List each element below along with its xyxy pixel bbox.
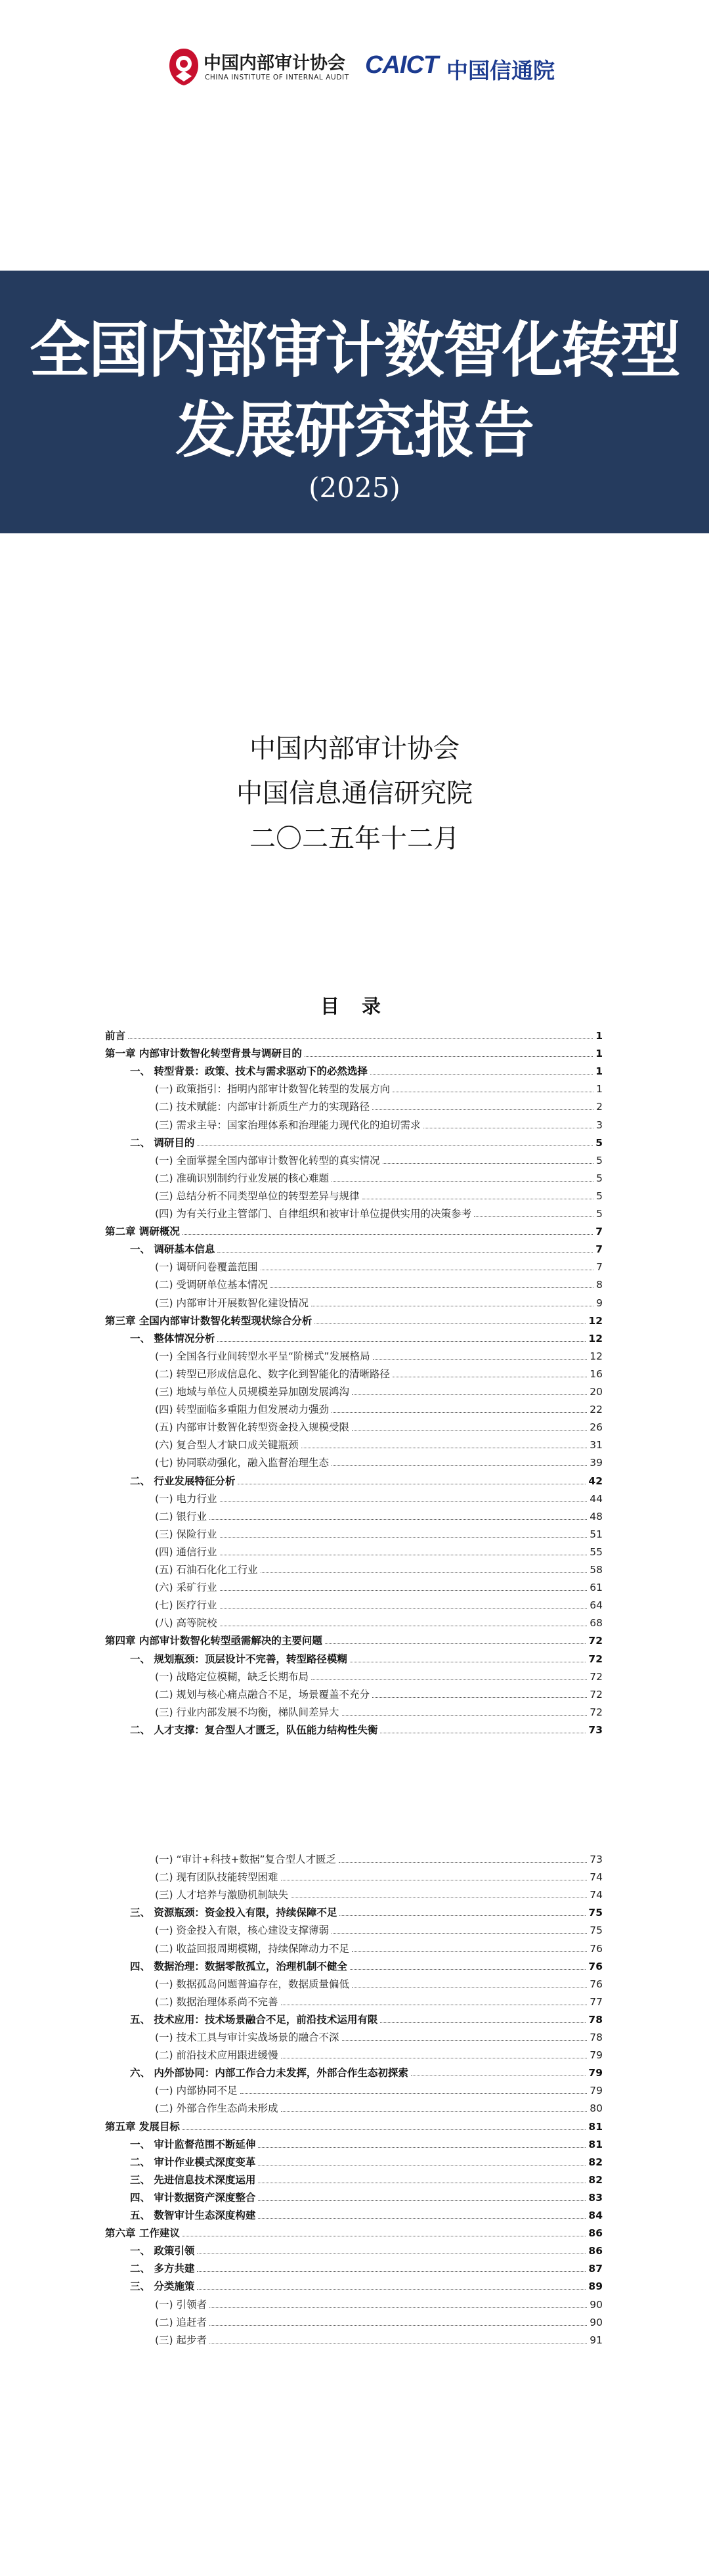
toc-leader-dots <box>197 2253 586 2254</box>
toc-entry[interactable] <box>130 2242 603 2257</box>
toc-entry-title: (二) 规划与核心痛点融合不足，场景覆盖不充分 <box>155 1688 370 1700</box>
toc-entry-title: 三、 先进信息技术深度运用 <box>130 2173 256 2186</box>
toc-entry[interactable] <box>105 1632 603 1647</box>
toc-entry[interactable] <box>155 1454 603 1469</box>
toc-entry-title: (三) 行业内部发展不均衡，梯队间差异大 <box>155 1706 339 1718</box>
toc-leader-dots <box>383 1163 594 1164</box>
toc-entry[interactable] <box>155 1886 603 1901</box>
toc-page-number: 1 <box>595 1048 603 1060</box>
toc-leader-dots <box>258 2217 586 2219</box>
toc-page-number: 89 <box>588 2280 603 2293</box>
toc-leader-dots <box>380 1732 586 1733</box>
toc-leader-dots <box>339 1861 587 1863</box>
toc-entry-title: (一) 资金投入有限，核心建设支撑薄弱 <box>155 1924 330 1937</box>
toc-page-number: 12 <box>590 1350 603 1362</box>
toc-entry[interactable] <box>105 1027 603 1042</box>
toc-entry-title: (二) 技术赋能：内部审计新质生产力的实现路径 <box>155 1101 370 1113</box>
toc-page-number: 79 <box>588 2067 603 2079</box>
toc-entry-title: 第三章 全国内部审计数智化转型现状综合分析 <box>105 1314 312 1327</box>
toc-leader-dots <box>342 2039 588 2041</box>
toc-leader-dots <box>301 1447 588 1448</box>
toc-entry[interactable] <box>155 1383 603 1398</box>
toc-entry[interactable] <box>155 1080 603 1096</box>
toc-page-number: 55 <box>590 1545 603 1558</box>
toc-page-number: 8 <box>596 1279 603 1291</box>
toc-entry[interactable] <box>155 2099 603 2115</box>
toc-entry[interactable] <box>105 1312 603 1327</box>
toc-entry-title: (二) 外部合作生态尚未形成 <box>155 2102 278 2115</box>
toc-leader-dots <box>258 2164 586 2165</box>
toc-page-number: 22 <box>590 1404 603 1416</box>
toc-leader-dots <box>240 2093 588 2094</box>
toc-leader-dots <box>220 1625 588 1626</box>
toc-entry[interactable] <box>130 1240 603 1256</box>
toc-page-number: 20 <box>590 1386 603 1398</box>
toc-entry-title: (二) 前沿技术应用跟进缓慢 <box>155 2049 278 2062</box>
toc-entry[interactable] <box>130 2153 603 2169</box>
toc-page-number: 73 <box>588 1723 603 1736</box>
toc-page-number: 61 <box>590 1582 603 1594</box>
toc-entry[interactable] <box>155 1596 603 1612</box>
toc-leader-dots <box>209 1519 587 1520</box>
toc-heading: 目 录 <box>320 995 389 1017</box>
toc-entry[interactable] <box>155 1868 603 1884</box>
toc-leader-dots <box>281 2004 588 2005</box>
toc-page-number: 1 <box>595 1030 603 1042</box>
toc-entry-title: (一) 电力行业 <box>155 1492 217 1505</box>
toc-entry-title: (一) 引领者 <box>155 2298 207 2311</box>
toc-entry-title: 前言 <box>105 1030 126 1042</box>
toc-leader-dots <box>370 1073 593 1075</box>
toc-leader-dots <box>393 1376 587 1377</box>
toc-page-number: 81 <box>588 2138 603 2150</box>
toc-entry-title: 一、 审计监督范围不断延伸 <box>130 2138 256 2150</box>
toc-page-number: 82 <box>588 2156 603 2168</box>
iia-logo <box>164 41 361 93</box>
toc-page-number: 5 <box>595 1136 603 1149</box>
toc-entry-title: 四、 数据治理：数据零散孤立，治理机制不健全 <box>130 1960 347 1972</box>
toc-entry-title: (二) 受调研单位基本情况 <box>155 1279 269 1291</box>
toc-leader-dots <box>332 1932 587 1934</box>
toc-entry[interactable] <box>130 2064 603 2079</box>
toc-entry-title: 一、 调研基本信息 <box>130 1243 215 1256</box>
toc-entry[interactable] <box>130 1329 603 1345</box>
report-title-line2: 发展研究报告 <box>175 395 534 466</box>
toc-page-number: 2 <box>596 1101 603 1113</box>
toc-entry-title: (八) 高等院校 <box>155 1617 217 1630</box>
toc-entry-title: (一) 内部协同不足 <box>155 2085 238 2097</box>
toc-entry[interactable] <box>155 1205 603 1220</box>
toc-page-number: 5 <box>596 1189 603 1202</box>
toc-entry[interactable] <box>130 1903 603 1919</box>
toc-entry-title: 四、 审计数据资产深度整合 <box>130 2191 256 2204</box>
toc-entry[interactable] <box>155 1098 603 1113</box>
toc-page-number: 83 <box>588 2191 603 2204</box>
toc-entry-title: (一) 技术工具与审计实战场景的融合不深 <box>155 2032 339 2043</box>
toc-leader-dots <box>220 1589 588 1591</box>
toc-entry-title: (二) 收益回报周期模糊，持续保障动力不足 <box>155 1942 350 1955</box>
toc-entry[interactable] <box>155 1436 603 1452</box>
toc-entry-title: (二) 追赶者 <box>155 2316 207 2328</box>
toc-entry-title: (一) 调研问卷覆盖范围 <box>155 1261 258 1274</box>
toc-leader-dots <box>352 1951 587 1952</box>
toc-entry-title: 一、 转型背景：政策、技术与需求驱动下的必然选择 <box>130 1065 368 1078</box>
toc-entry-title: 第一章 内部审计数智化转型背景与调研目的 <box>105 1048 302 1060</box>
toc-entry[interactable] <box>155 1561 603 1576</box>
toc-leader-dots <box>373 1358 588 1360</box>
toc-leader-dots <box>311 1305 593 1306</box>
toc-entry-title: 二、 人才支撑：复合型人才匮乏，队伍能力结构性失衡 <box>130 1723 378 1736</box>
toc-entry-title: (一) 全面掌握全国内部审计数智化转型的真实情况 <box>155 1154 380 1166</box>
toc-page-number: 31 <box>590 1439 603 1452</box>
toc-entry-title: 一、 规划瓶颈：顶层设计不完善，转型路径模糊 <box>130 1653 347 1665</box>
toc-leader-dots <box>128 1038 593 1039</box>
toc-page-number: 78 <box>590 2032 603 2043</box>
toc-entry[interactable] <box>130 1957 603 1973</box>
toc-entry-title: 第六章 工作建议 <box>105 2227 180 2240</box>
toc-page-number: 5 <box>596 1172 603 1184</box>
toc-page-number: 68 <box>590 1617 603 1630</box>
report-year: (2025) <box>309 472 400 504</box>
toc-leader-dots <box>372 1697 587 1698</box>
toc-page-number: 12 <box>588 1314 603 1327</box>
toc-page-number: 77 <box>590 1995 603 2008</box>
toc-entry[interactable] <box>155 1294 603 1310</box>
toc-entry[interactable] <box>155 1614 603 1630</box>
caict-logo <box>365 49 575 88</box>
toc-entry[interactable] <box>155 1578 603 1594</box>
toc-entry-title: 二、 行业发展特征分析 <box>130 1475 236 1487</box>
toc-leader-dots <box>423 1127 594 1128</box>
toc-entry[interactable] <box>155 1400 603 1416</box>
toc-entry[interactable] <box>130 2010 603 2026</box>
toc-entry-title: 第二章 调研概况 <box>105 1226 180 1238</box>
toc-leader-dots <box>325 1643 586 1644</box>
toc-entry-title: 二、 审计作业模式深度变革 <box>130 2156 256 2168</box>
toc-page-number: 74 <box>590 1871 603 1884</box>
toc-entry-title: 二、 调研目的 <box>130 1136 195 1149</box>
toc-leader-dots <box>339 1915 586 1916</box>
toc-entry[interactable] <box>155 1507 603 1523</box>
toc-page-number: 81 <box>588 2120 603 2133</box>
iia-name-cn: 中国内部审计协会 <box>204 53 345 74</box>
toc-leader-dots <box>350 1661 586 1662</box>
toc-entry-title: (三) 总结分析不同类型单位的转型差异与规律 <box>155 1189 360 1202</box>
toc-entry[interactable] <box>155 1169 603 1185</box>
toc-leader-dots <box>261 1269 594 1270</box>
toc-entry[interactable] <box>155 1365 603 1381</box>
toc-leader-dots <box>291 1897 587 1898</box>
toc-entry[interactable] <box>130 2259 603 2275</box>
toc-page-number: 3 <box>596 1119 603 1131</box>
toc-leader-dots <box>332 1411 587 1413</box>
toc-page-number: 72 <box>588 1653 603 1665</box>
toc-entry-title: (一) 战略定位模糊，缺乏长期布局 <box>155 1670 309 1683</box>
toc-page-number: 5 <box>596 1208 603 1220</box>
toc-leader-dots <box>217 1251 593 1253</box>
toc-entry-title: 一、 政策引领 <box>130 2245 195 2257</box>
toc-page-number: 79 <box>590 2085 603 2097</box>
toc-entry-title: (三) 保险行业 <box>155 1528 217 1540</box>
toc-page-number: 7 <box>595 1226 603 1238</box>
toc-entry-title: (二) 银行业 <box>155 1510 207 1522</box>
toc-entry-title: (三) 地域与单位人员规模差异加剧发展鸿沟 <box>155 1386 350 1398</box>
toc-entry[interactable] <box>155 1276 603 1291</box>
toc-leader-dots <box>350 1968 586 1970</box>
toc-entry-title: (三) 起步者 <box>155 2334 207 2346</box>
toc-entry[interactable] <box>155 1116 603 1132</box>
toc-page-number: 16 <box>590 1367 603 1380</box>
toc-entry[interactable] <box>130 2277 603 2293</box>
title-banner <box>0 271 709 533</box>
toc-entry-title: (二) 现有团队技能转型困难 <box>155 1871 278 1884</box>
toc-entry[interactable] <box>105 2118 603 2133</box>
toc-leader-dots <box>183 2235 586 2236</box>
toc-entry[interactable] <box>155 1151 603 1167</box>
toc-page-number: 7 <box>596 1261 603 1274</box>
toc-page-number: 87 <box>588 2263 603 2275</box>
toc-entry-title: 六、 内外部协同：内部工作合力未发挥，外部合作生态初探索 <box>130 2067 408 2079</box>
toc-leader-dots <box>411 2075 586 2076</box>
toc-entry[interactable] <box>155 2028 603 2044</box>
toc-entry-title: (七) 协同联动强化，融入监督治理生态 <box>155 1457 330 1469</box>
toc-entry-title: 第五章 发展目标 <box>105 2120 180 2133</box>
toc-page-number: 5 <box>596 1154 603 1166</box>
toc-entry[interactable] <box>155 1940 603 1955</box>
toc-entry[interactable] <box>130 1650 603 1666</box>
toc-page-number: 84 <box>588 2210 603 2221</box>
toc-leader-dots <box>352 1394 587 1395</box>
toc-page-number: 90 <box>590 2316 603 2328</box>
toc-leader-dots <box>197 1145 593 1146</box>
toc-leader-dots <box>209 2342 587 2343</box>
toc-leader-dots <box>332 1180 593 1182</box>
toc-entry-title: (五) 石油石化化工行业 <box>155 1564 258 1576</box>
toc-leader-dots <box>261 1572 588 1573</box>
toc-page-number: 86 <box>588 2227 603 2240</box>
toc-entry-title: (三) 内部审计开展数智化建设情况 <box>155 1297 309 1309</box>
toc-page-number: 72 <box>588 1635 603 1647</box>
toc-entry-title: (一) “审计+科技+数据”复合型人才匮乏 <box>155 1854 337 1865</box>
toc-page-number: 72 <box>590 1688 603 1700</box>
toc-page-number: 76 <box>590 1978 603 1990</box>
toc-leader-dots <box>217 1341 586 1342</box>
toc-entry-title: (一) 数据孤岛问题普遍存在，数据质量偏低 <box>155 1978 350 1990</box>
toc-entry-title: 二、 多方共建 <box>130 2263 195 2275</box>
toc-entry[interactable] <box>155 2331 603 2347</box>
toc-entry[interactable] <box>155 1347 603 1363</box>
toc-page-number: 39 <box>590 1457 603 1469</box>
toc-page-number: 86 <box>588 2245 603 2257</box>
toc-page-number: 74 <box>590 1889 603 1901</box>
toc-page-number: 64 <box>590 1599 603 1612</box>
header-logos <box>0 41 709 93</box>
report-title-line1: 全国内部审计数智化转型 <box>29 315 679 386</box>
toc-page-number: 75 <box>590 1924 603 1937</box>
toc-entry[interactable] <box>130 2135 603 2151</box>
toc-leader-dots <box>258 2146 586 2148</box>
toc-entry-title: 一、 整体情况分析 <box>130 1332 215 1344</box>
toc-leader-dots <box>209 2307 587 2308</box>
toc-entry-title: (六) 复合型人才缺口成关键瓶颈 <box>155 1439 299 1452</box>
toc-entry[interactable] <box>155 1418 603 1434</box>
toc-entry[interactable] <box>155 1703 603 1719</box>
toc-page-number: 9 <box>596 1297 603 1309</box>
toc-leader-dots <box>238 1483 586 1484</box>
toc-leader-dots <box>352 1986 587 1988</box>
toc-entry[interactable] <box>105 1044 603 1060</box>
toc-leader-dots <box>258 2200 586 2201</box>
toc-leader-dots <box>281 1879 588 1880</box>
toc-entry[interactable] <box>155 1921 603 1937</box>
toc-entry[interactable] <box>105 1222 603 1238</box>
toc-leader-dots <box>220 1607 588 1609</box>
toc-page-number: 1 <box>595 1065 603 1078</box>
toc-entry[interactable] <box>155 1850 603 1866</box>
toc-leader-dots <box>314 1323 586 1324</box>
toc-leader-dots <box>281 2110 588 2112</box>
toc-page-number: 12 <box>588 1332 603 1344</box>
toc-entry[interactable] <box>155 1543 603 1559</box>
toc-leader-dots <box>362 1198 594 1199</box>
toc-leader-dots <box>220 1554 588 1555</box>
toc-page-number: 91 <box>590 2334 603 2346</box>
toc-page-number: 1 <box>596 1083 603 1096</box>
toc-entry-title: (四) 为有关行业主管部门、自律组织和被审计单位提供实用的决策参考 <box>155 1208 472 1220</box>
toc-page-number: 76 <box>588 1960 603 1972</box>
toc-entry[interactable] <box>155 2296 603 2311</box>
toc-leader-dots <box>372 1109 593 1110</box>
toc-entry[interactable] <box>155 1258 603 1274</box>
toc-entry[interactable] <box>155 1993 603 2009</box>
toc-entry-title: (二) 转型已形成信息化、数字化到智能化的清晰路径 <box>155 1367 391 1380</box>
toc-leader-dots <box>183 1233 593 1235</box>
toc-entry-title: (一) 政策指引：指明内部审计数智化转型的发展方向 <box>155 1083 391 1096</box>
toc-entry-title: (七) 医疗行业 <box>155 1599 217 1612</box>
toc-leader-dots <box>393 1091 593 1092</box>
toc-page-number: 58 <box>590 1564 603 1576</box>
caict-abbr: CAICT <box>365 51 439 79</box>
toc-leader-dots <box>258 2182 586 2183</box>
iia-emblem-icon <box>164 46 204 88</box>
toc-page-number: 78 <box>588 2013 603 2026</box>
toc-leader-dots <box>332 1465 587 1466</box>
toc-entry-title: (四) 通信行业 <box>155 1545 217 1558</box>
toc-leader-dots <box>197 2271 586 2272</box>
toc-entry[interactable] <box>155 1668 603 1683</box>
toc-leader-dots <box>281 2057 588 2058</box>
toc-entry[interactable] <box>155 2081 603 2097</box>
toc-entry[interactable] <box>155 1490 603 1505</box>
toc-entry[interactable] <box>130 1062 603 1078</box>
toc-entry-title: 第四章 内部审计数智化转型亟需解决的主要问题 <box>105 1635 322 1647</box>
toc-entry-title: (二) 准确识别制约行业发展的核心难题 <box>155 1172 330 1184</box>
toc-entry[interactable] <box>155 1187 603 1203</box>
toc-entry-title: (三) 人才培养与激励机制缺失 <box>155 1889 289 1901</box>
toc-entry[interactable] <box>155 1525 603 1541</box>
toc-entry[interactable] <box>130 2171 603 2187</box>
toc-entry-title: 五、 数智审计生态深度构建 <box>130 2210 256 2221</box>
toc-leader-dots <box>311 1679 587 1680</box>
toc-entry[interactable] <box>105 2224 603 2240</box>
toc-entry[interactable] <box>130 1134 603 1149</box>
iia-name-en: CHINA INSTITUTE OF INTERNAL AUDIT <box>205 74 349 81</box>
toc-entry[interactable] <box>155 2313 603 2329</box>
toc-entry-title: (一) 全国各行业间转型水平呈“阶梯式”发展格局 <box>155 1350 370 1362</box>
toc-leader-dots <box>220 1501 588 1502</box>
toc-entry-title: 三、 资源瓶颈：资金投入有限，持续保障不足 <box>130 1907 337 1919</box>
toc-entry[interactable] <box>130 1472 603 1488</box>
issuer-org1: 中国内部审计协会 <box>249 734 460 764</box>
toc-leader-dots <box>380 2022 586 2023</box>
toc-leader-dots <box>305 1055 593 1057</box>
toc-entry-title: 三、 分类施策 <box>130 2280 195 2293</box>
toc-entry-title: (六) 采矿行业 <box>155 1582 217 1594</box>
toc-entry-title: 五、 技术应用：技术场景融合不足，前沿技术运用有限 <box>130 2013 378 2026</box>
toc-leader-dots <box>183 2129 586 2130</box>
toc-page-number: 42 <box>588 1475 603 1487</box>
toc-leader-dots <box>197 2288 586 2290</box>
toc-page-number: 75 <box>588 1907 603 1919</box>
toc-page-number: 80 <box>590 2102 603 2115</box>
toc-page-number: 48 <box>590 1510 603 1522</box>
toc-page-number: 90 <box>590 2298 603 2311</box>
toc-page-number: 44 <box>590 1492 603 1505</box>
toc-entry[interactable] <box>155 1685 603 1701</box>
toc-page-number: 72 <box>590 1706 603 1718</box>
toc-leader-dots <box>342 1714 588 1716</box>
toc-leader-dots <box>474 1216 593 1217</box>
toc-page-number: 7 <box>595 1243 603 1256</box>
toc-page-number: 73 <box>590 1854 603 1865</box>
toc-entry[interactable] <box>155 1975 603 1991</box>
toc-page-number: 72 <box>590 1670 603 1683</box>
toc-page-number: 79 <box>590 2049 603 2062</box>
toc-entry-title: (四) 转型面临多重阻力但发展动力强劲 <box>155 1404 330 1416</box>
toc-entry[interactable] <box>155 2046 603 2062</box>
toc-entry[interactable] <box>130 2188 603 2204</box>
issue-date: 二〇二五年十二月 <box>249 824 460 854</box>
toc-page-number: 26 <box>590 1421 603 1434</box>
toc-leader-dots <box>270 1287 593 1288</box>
toc-page-number: 51 <box>590 1528 603 1540</box>
toc-page-number: 82 <box>588 2173 603 2186</box>
toc-entry-title: (五) 内部审计数智化转型资金投入规模受限 <box>155 1421 350 1434</box>
toc-leader-dots <box>352 1429 587 1431</box>
caict-name-cn: 中国信通院 <box>446 58 555 83</box>
toc-leader-dots <box>220 1536 588 1538</box>
toc-entry-title: (三) 需求主导：国家治理体系和治理能力现代化的迫切需求 <box>155 1119 421 1131</box>
toc-leader-dots <box>209 2324 587 2326</box>
toc-page-number: 76 <box>590 1942 603 1955</box>
toc-entry-title: (二) 数据治理体系尚不完善 <box>155 1995 278 2008</box>
issuer-org2: 中国信息通信研究院 <box>236 778 473 809</box>
toc-entry[interactable] <box>130 1721 603 1737</box>
toc-entry[interactable] <box>130 2206 603 2222</box>
